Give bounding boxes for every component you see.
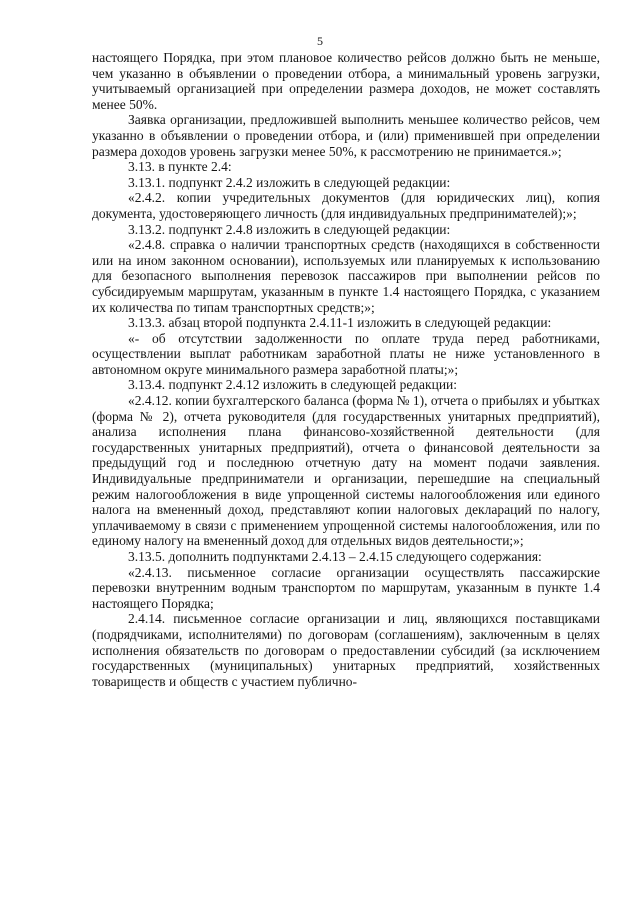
paragraph-3: 3.13. в пункте 2.4: xyxy=(128,159,232,175)
page-number: 5 xyxy=(317,34,323,48)
paragraph-11: «2.4.12. копии бухгалтерского баланса (форма № 1), отчета о прибылях и убытках (форма № 2), отчета руководителя (для государственных унитарных предприятий), анализа исполнения плана финансово-хозяйственной деятельности (для государственных унитарных предприятий), отчета о финансовой деятельности за предыдущий год и последнюю отчетную дату на момент подачи заявления. Индивидуальные предприниматели и организации, перешедшие на специальный режим налогообложения в виде упрощенной системы налогообложения или единого налога на вмененный доход, представляют копии налоговых деклараций по налогу, уплачиваемому в связи с применением упрощенной системы налогообложения, или по единому налогу на вмененный доход для отдельных видов деятельности;»; xyxy=(92,393,600,549)
paragraph-6: 3.13.2. подпункт 2.4.8 изложить в следующей редакции: xyxy=(128,221,451,237)
paragraph-4: 3.13.1. подпункт 2.4.2 изложить в следующей редакции: xyxy=(128,174,451,190)
paragraph-2: Заявка организации, предложившей выполнить меньшее количество рейсов, чем указанно в объявлении о проведении отбора, и (или) применившей при определении размера доходов уровень загрузки менее 50%, к рассмотрению не принимается.»; xyxy=(92,112,600,159)
paragraph-5: «2.4.2. копии учредительных документов (для юридических лиц), копия документа, удостоверяющего личность (для индивидуальных предпринимателей);»; xyxy=(92,190,600,221)
document-body xyxy=(92,50,600,689)
paragraph-10: 3.13.4. подпункт 2.4.12 изложить в следующей редакции: xyxy=(128,377,458,393)
paragraph-1: настоящего Порядка, при этом плановое количество рейсов должно быть не меньше, чем указанно в объявлении о проведении отбора, а минимальный уровень загрузки, учитываемый организацией при определении размера доходов, не может составлять менее 50%. xyxy=(92,50,600,112)
paragraph-7: «2.4.8. справка о наличии транспортных средств (находящихся в собственности или на ином законном основании), используемых или планируемых к использованию для безопасного выполнения перевозок пассажиров при выполнении рейсов по субсидируемым маршрутам, указанным в пункте 1.4 настоящего Порядка, с указанием их количества по типам транспортных средств;»; xyxy=(92,237,600,315)
paragraph-14: 2.4.14. письменное согласие организации и лиц, являющихся поставщиками (подрядчиками, исполнителями) по договорам (соглашениям), заключенным в целях исполнения обязательств по договорам о предоставлении субсидий (за исключением государственных (муниципальных) унитарных предприятий, хозяйственных товариществ и обществ с участием публично- xyxy=(92,611,600,689)
paragraph-8: 3.13.3. абзац второй подпункта 2.4.11-1 изложить в следующей редакции: xyxy=(128,315,552,331)
paragraph-9: «- об отсутствии задолженности по оплате труда перед работниками, осуществлении выплат работникам заработной платы не ниже установленного в автономном округе минимального размера заработной платы;»; xyxy=(92,330,600,377)
paragraph-13: «2.4.13. письменное согласие организации осуществлять пассажирские перевозки внутренним водным транспортом по маршрутам, указанным в пункте 1.4 настоящего Порядка; xyxy=(92,564,600,611)
paragraph-12: 3.13.5. дополнить подпунктами 2.4.13 – 2.4.15 следующего содержания: xyxy=(128,549,542,564)
